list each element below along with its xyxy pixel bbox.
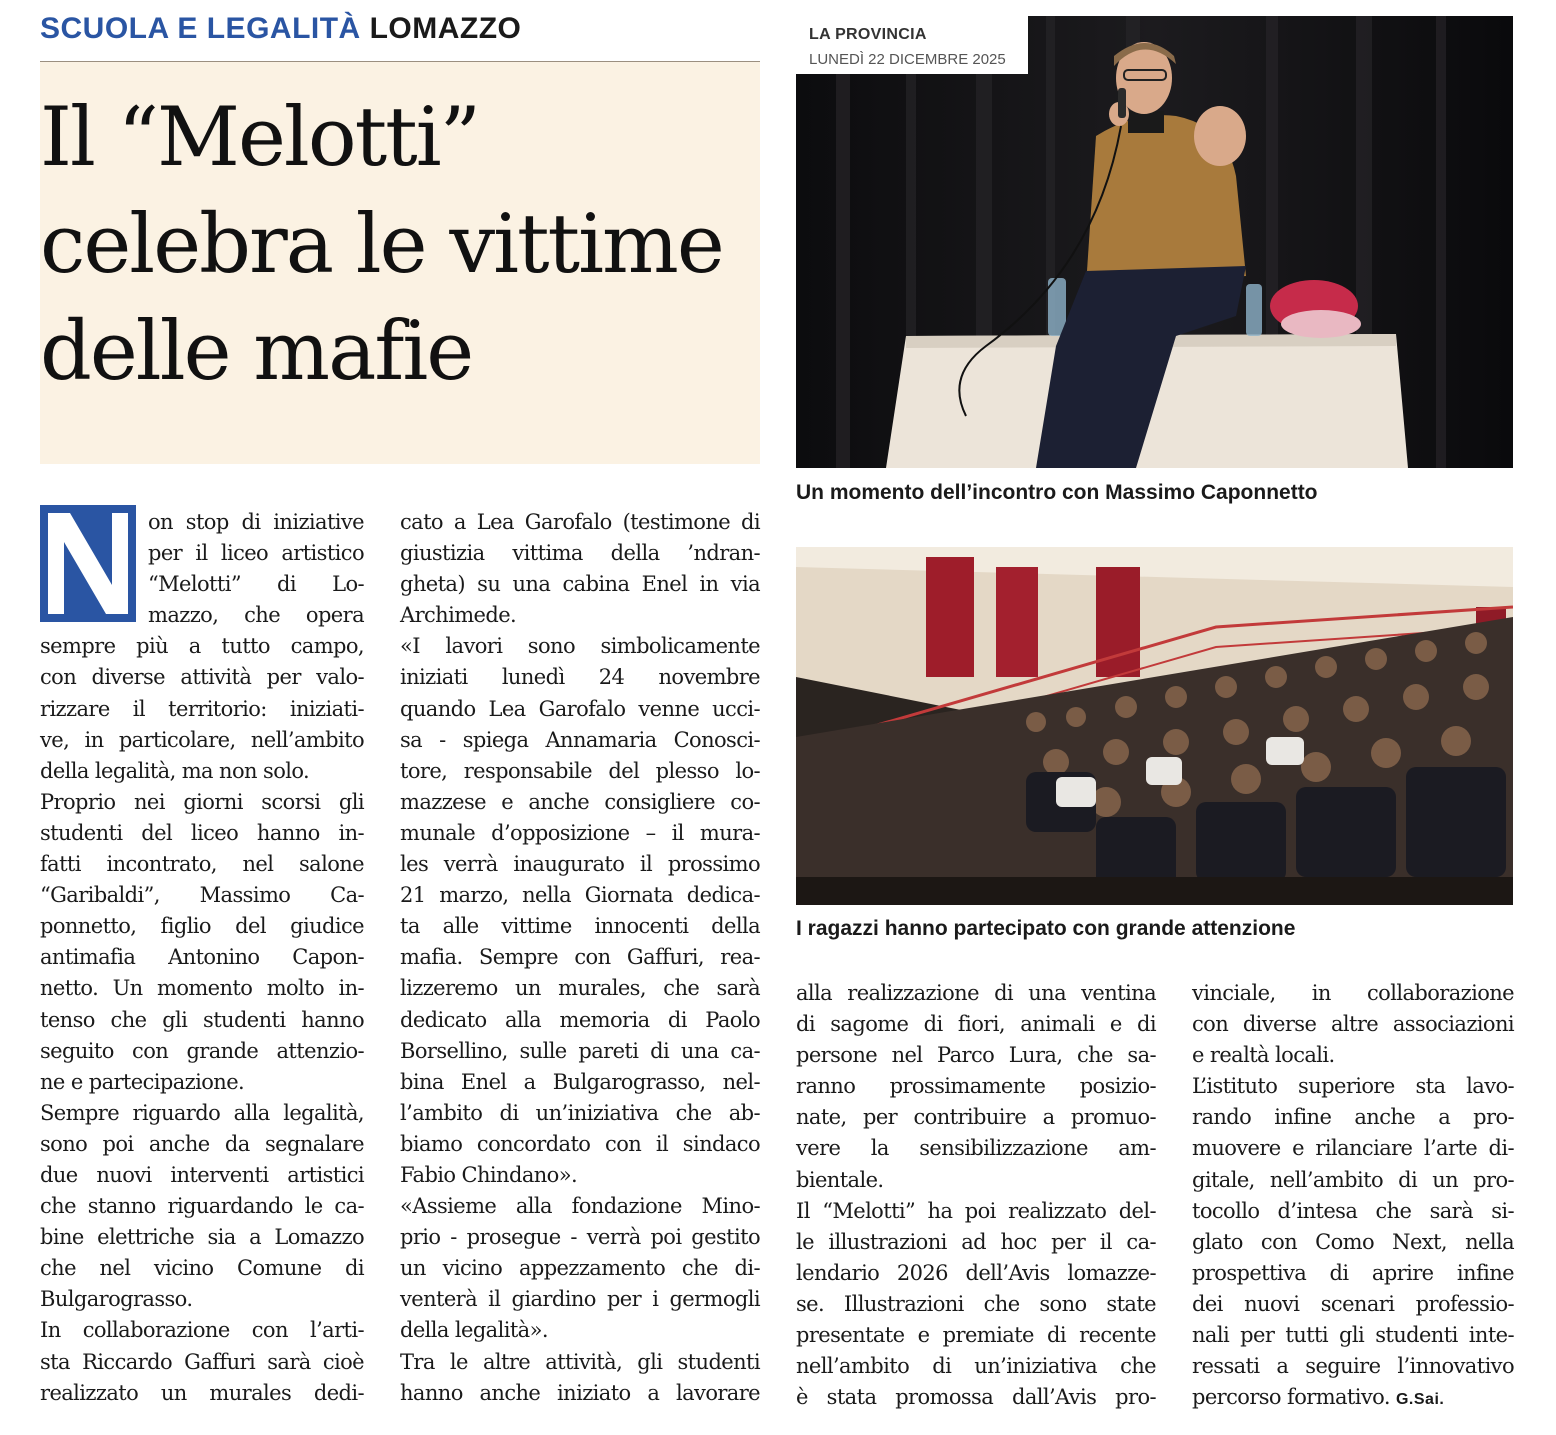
section-kicker xyxy=(40,12,521,46)
text-line: rizzare il territorio: iniziati- xyxy=(40,696,364,721)
text-line: «Assieme alla fondazione Mino- xyxy=(400,1194,760,1219)
text-line: tore, responsabile del plesso lo- xyxy=(400,758,760,783)
text-line: tenso che gli studenti hanno xyxy=(40,1007,364,1032)
text-line: realizzato un murales dedi- xyxy=(40,1380,364,1405)
text-line: ponnetto, figlio del giudice xyxy=(40,914,364,939)
text-line: Borsellino, sulle pareti di una ca- xyxy=(400,1038,760,1063)
text-line: vinciale, in collaborazione xyxy=(1192,981,1514,1005)
text-line: per il liceo artistico xyxy=(148,541,364,566)
text-line: venterà il giardino per i germogli xyxy=(400,1287,760,1312)
text-line: seguito con grande attenzio- xyxy=(40,1038,364,1063)
text-line: ve, in particolare, nell’ambito xyxy=(40,727,364,752)
text-line: presentate e premiate di recente xyxy=(796,1323,1156,1348)
text-line: quando Lea Garofalo venne ucci- xyxy=(400,696,760,721)
text-line: biamo concordato con il sindaco xyxy=(400,1131,760,1156)
text-line: le illustrazioni ad hoc per il ca- xyxy=(796,1229,1156,1254)
text-line: ressati a seguire l’innovativo xyxy=(1192,1354,1514,1379)
photo-audience xyxy=(796,547,1513,905)
text-line: Tra le altre attività, gli studenti xyxy=(400,1349,760,1374)
newspaper-name: LA PROVINCIA xyxy=(809,26,927,43)
text-line: con diverse attività per valo- xyxy=(40,665,364,690)
text-line: nate, per contribuire a promuo- xyxy=(796,1105,1156,1130)
text-line: che nel vicino Comune di xyxy=(40,1256,364,1281)
text-line: cato a Lea Garofalo (testimone di xyxy=(400,510,760,534)
photo-speaker xyxy=(796,16,1513,468)
text-line: Bulgarograsso. xyxy=(40,1287,193,1312)
headline-line: Il “Melotti” xyxy=(40,91,480,185)
text-line xyxy=(1192,1382,1514,1413)
headline-line: celebra le vittime xyxy=(40,198,723,292)
text-line: L’istituto superiore sta lavo- xyxy=(1192,1074,1514,1099)
text-line: giustizia vittima della ’ndran- xyxy=(400,541,760,566)
text-line: è stata promossa dall’Avis pro- xyxy=(796,1385,1156,1410)
text-line: e realtà locali. xyxy=(1192,1043,1335,1068)
text-line: di sagome di fiori, animali e di xyxy=(796,1012,1156,1037)
text-line: mazzese e anche consigliere co- xyxy=(400,789,760,814)
text-line: mazzo, che opera xyxy=(148,603,364,628)
text-line: Fabio Chindano». xyxy=(400,1162,578,1187)
text-line-last: percorso formativo. xyxy=(1192,1385,1390,1410)
headline-line: delle mafie xyxy=(40,305,473,399)
text-line: les verrà inaugurato il prossimo xyxy=(400,852,760,877)
text-line: «I lavori sono simbolicamente xyxy=(400,634,760,659)
text-line: “Melotti” di Lo- xyxy=(148,572,364,597)
text-line: antimafia Antonino Capon- xyxy=(40,945,364,970)
text-line: prio - prosegue - verrà poi gestito xyxy=(400,1225,760,1250)
text-line: sono poi anche da segnalare xyxy=(40,1131,364,1156)
text-line: 21 marzo, nella Giornata dedica- xyxy=(400,883,760,908)
text-line: lizzeremo un murales, che sarà xyxy=(400,976,760,1001)
text-line: munale d’opposizione – il mura- xyxy=(400,820,760,845)
text-line: bine elettriche sia a Lomazzo xyxy=(40,1225,364,1250)
photo-caption: I ragazzi hanno partecipato con grande attenzione xyxy=(796,917,1296,940)
text-line: netto. Un momento molto in- xyxy=(40,976,364,1001)
text-line: dedicato alla memoria di Paolo xyxy=(400,1007,760,1032)
text-line: sa - spiega Annamaria Conosci- xyxy=(400,727,760,752)
text-line: che stanno riguardando le ca- xyxy=(40,1194,364,1219)
text-line: muovere e rilanciare l’arte di- xyxy=(1192,1136,1514,1161)
text-line: hanno anche iniziato a lavorare xyxy=(400,1380,760,1405)
text-line: rando infine anche a pro- xyxy=(1192,1105,1514,1130)
masthead xyxy=(796,16,1028,74)
article-column-1 xyxy=(40,507,364,1409)
text-line: studenti del liceo hanno in- xyxy=(40,820,364,845)
text-line: un vicino appezzamento che di- xyxy=(400,1256,760,1281)
text-line: bientale. xyxy=(796,1167,884,1192)
text-line: Proprio nei giorni scorsi gli xyxy=(40,789,364,814)
text-line: due nuovi interventi artistici xyxy=(40,1162,364,1187)
text-line: dei nuovi scenari professio- xyxy=(1192,1291,1514,1316)
photo-caption: Un momento dell’incontro con Massimo Caponnetto xyxy=(796,481,1318,504)
text-line: vere la sensibilizzazione am- xyxy=(796,1136,1156,1161)
article-column-3 xyxy=(796,978,1156,1413)
text-line: ranno prossimamente posizio- xyxy=(796,1074,1156,1099)
text-line: persone nel Parco Lura, che sa- xyxy=(796,1043,1156,1068)
text-line: ta alle vittime innocenti della xyxy=(400,914,760,939)
text-line: sta Riccardo Gaffuri sarà cioè xyxy=(40,1349,364,1374)
text-line: In collaborazione con l’arti- xyxy=(40,1318,364,1343)
text-line: “Garibaldi”, Massimo Ca- xyxy=(40,883,364,908)
text-line: prospettiva di aprire infine xyxy=(1192,1260,1514,1285)
text-line: sempre più a tutto campo, xyxy=(40,634,364,659)
headline xyxy=(40,85,760,406)
text-line: mafia. Sempre con Gaffuri, rea- xyxy=(400,945,760,970)
text-line: alla realizzazione di una ventina xyxy=(796,981,1156,1005)
text-line: della legalità». xyxy=(400,1318,548,1343)
section-label: SCUOLA E LEGALITÀ xyxy=(40,12,361,45)
text-line: gheta) su una cabina Enel in via xyxy=(400,572,760,597)
text-line: tocollo d’intesa che sarà si- xyxy=(1192,1198,1514,1223)
text-line: lendario 2026 dell’Avis lomazze- xyxy=(796,1260,1156,1285)
text-line: gitale, nell’ambito di un pro- xyxy=(1192,1167,1514,1192)
text-line: l’ambito di un’iniziativa che ab- xyxy=(400,1100,760,1125)
publication-date: LUNEDÌ 22 DICEMBRE 2025 xyxy=(809,51,1006,68)
author-signature: G.Sai. xyxy=(1395,1391,1445,1409)
text-line: nali per tutti gli studenti inte- xyxy=(1192,1323,1514,1348)
text-line: nell’ambito di un’iniziativa che xyxy=(796,1354,1156,1379)
text-line: Sempre riguardo alla legalità, xyxy=(40,1100,364,1125)
text-line: bina Enel a Bulgarograsso, nel- xyxy=(400,1069,760,1094)
text-line: con diverse altre associazioni xyxy=(1192,1012,1514,1037)
text-line: se. Illustrazioni che sono state xyxy=(796,1291,1156,1316)
text-line: Il “Melotti” ha poi realizzato del- xyxy=(796,1198,1156,1223)
text-line: glato con Como Next, nella xyxy=(1192,1229,1514,1254)
article-column-2 xyxy=(400,507,760,1409)
place-label: LOMAZZO xyxy=(369,12,522,45)
text-line: della legalità, ma non solo. xyxy=(40,758,310,783)
text-line: on stop di iniziative xyxy=(148,510,364,534)
text-line: fatti incontrato, nel salone xyxy=(40,852,364,877)
text-line: ne e partecipazione. xyxy=(40,1069,245,1094)
text-line: Archimede. xyxy=(400,603,517,628)
article-column-4 xyxy=(1192,978,1514,1413)
text-line: iniziati lunedì 24 novembre xyxy=(400,665,760,690)
